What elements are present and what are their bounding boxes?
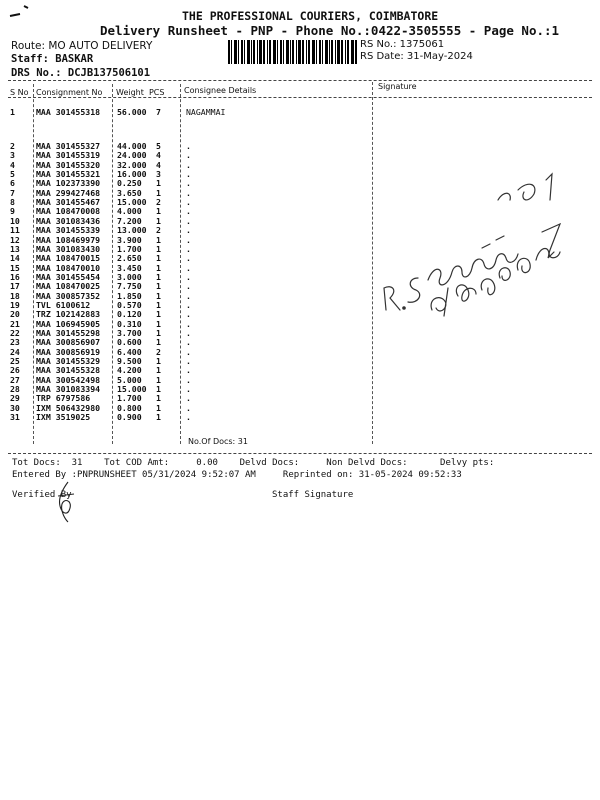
row-sno: 2: [10, 141, 15, 151]
row-consignment-no: MAA 300857352: [36, 290, 101, 301]
row-consignment-no: IXM 3519025: [36, 412, 91, 423]
rs-date: RS Date: 31-May-2024: [360, 51, 473, 62]
row-consignment-no: MAA 300856907: [36, 337, 101, 348]
row-consignment-no: MAA 301455329: [36, 356, 101, 367]
row-sno: 10: [10, 215, 20, 226]
row-weight: 24.000: [117, 150, 147, 161]
column-divider: [372, 82, 373, 444]
row-pcs: 1: [156, 328, 161, 338]
row-consignment-no: TVL 6100612: [36, 299, 91, 310]
col-header-signature: Signature: [378, 82, 417, 91]
row-consignment-no: MAA 106945905: [36, 318, 101, 329]
row-consignment-no: MAA 108470025: [36, 281, 101, 292]
row-consignment-no: MAA 301455321: [36, 169, 101, 180]
row-sno: 21: [10, 318, 20, 329]
verified-signature-icon: [54, 480, 80, 524]
row-pcs: 1: [156, 271, 161, 282]
row-consignment-no: MAA 300856919: [36, 346, 101, 357]
row-weight: 0.800: [117, 402, 142, 413]
row-pcs: 1: [156, 299, 161, 310]
row-sno: 7: [10, 187, 15, 198]
row-consignment-no: MAA 300542498: [36, 374, 101, 385]
row-consignee: .: [186, 215, 191, 226]
row-pcs: 2: [156, 346, 161, 357]
column-divider: [180, 84, 181, 444]
row-weight: 0.570: [117, 299, 142, 310]
row-sno: 5: [10, 169, 15, 180]
row-consignee: .: [186, 384, 191, 395]
row-consignee: .: [186, 365, 191, 376]
row-sno: 14: [10, 253, 20, 264]
row-consignee: .: [186, 318, 191, 329]
row-weight: 16.000: [117, 169, 147, 180]
row-consignment-no: TRP 6797586: [36, 393, 91, 404]
row-consignee: .: [186, 197, 191, 208]
row-pcs: 1: [156, 187, 161, 198]
row-pcs: 1: [156, 393, 161, 404]
entered-by-line: Entered By :PNPRUNSHEET 05/31/2024 9:52:07 AM Reprinted on: 31-05-2024 09:52:33: [12, 470, 462, 480]
row-pcs: 1: [156, 215, 161, 226]
column-divider: [33, 84, 34, 444]
row-consignment-no: MAA 108470008: [36, 206, 101, 217]
row-weight: 1.850: [117, 290, 142, 301]
row-consignee: .: [186, 150, 191, 161]
row-sno: 11: [10, 225, 20, 236]
col-header-sno: S No: [10, 88, 29, 97]
row-consignment-no: MAA 102373390: [36, 178, 101, 189]
row-pcs: 1: [156, 337, 161, 348]
row-consignee: .: [186, 243, 191, 254]
row-sno: 26: [10, 365, 20, 376]
row-consignment-no: MAA 299427468: [36, 187, 101, 198]
handwritten-signature-icon: [378, 160, 578, 320]
row-pcs: 1: [156, 243, 161, 254]
row-weight: 2.650: [117, 253, 142, 264]
row-consignment-no: MAA 108469979: [36, 234, 101, 245]
row-pcs: 1: [156, 402, 161, 413]
row-weight: 9.500: [117, 356, 142, 367]
row-weight: 0.250: [117, 178, 142, 189]
row-consignment-no: MAA 301455320: [36, 159, 101, 170]
row-consignment-no: TRZ 102142883: [36, 309, 101, 320]
row-weight: 6.400: [117, 346, 142, 357]
row-sno: 25: [10, 356, 20, 367]
row-weight: 5.000: [117, 374, 142, 385]
row-consignee: .: [186, 159, 191, 170]
row-pcs: 4: [156, 150, 161, 161]
row-weight: 56.000: [117, 107, 147, 117]
row-consignment-no: MAA 301083394: [36, 384, 101, 395]
row-consignee: .: [186, 271, 191, 282]
row-pcs: 1: [156, 374, 161, 385]
row-pcs: 1: [156, 365, 161, 376]
col-header-consignee: Consignee Details: [184, 86, 257, 95]
row-consignment-no: MAA 301083436: [36, 215, 101, 226]
staff-label: Staff: BASKAR: [11, 53, 94, 65]
row-consignment-no: IXM 506432980: [36, 402, 101, 413]
row-weight: 3.450: [117, 262, 142, 273]
row-consignee: .: [186, 412, 191, 423]
row-pcs: 1: [156, 412, 161, 423]
row-consignee: .: [186, 309, 191, 320]
row-consignee: .: [186, 234, 191, 245]
row-consignment-no: MAA 301455339: [36, 225, 101, 236]
row-weight: 3.900: [117, 234, 142, 245]
row-consignment-no: MAA 301455454: [36, 271, 101, 282]
row-consignee: .: [186, 356, 191, 367]
row-consignment-no: MAA 301455298: [36, 328, 101, 338]
row-weight: 44.000: [117, 141, 147, 151]
row-weight: 15.000: [117, 197, 147, 208]
row-weight: 32.000: [117, 159, 147, 170]
row-pcs: 1: [156, 206, 161, 217]
row-consignee: .: [186, 393, 191, 404]
row-sno: 29: [10, 393, 20, 404]
staff-signature-label: Staff Signature: [272, 490, 354, 500]
row-weight: 0.120: [117, 309, 142, 320]
row-sno: 13: [10, 243, 20, 254]
row-pcs: 5: [156, 141, 161, 151]
barcode-icon: [228, 40, 358, 64]
row-weight: 1.700: [117, 393, 142, 404]
row-consignee: .: [186, 169, 191, 180]
verified-by-label: Verified By: [12, 490, 72, 500]
row-pcs: 2: [156, 225, 161, 236]
drs-number: DRS No.: DCJB137506101: [11, 67, 151, 79]
col-header-weight-pcs: Weight PCS: [116, 88, 165, 97]
row-consignment-no: MAA 301455328: [36, 365, 101, 376]
row-pcs: 2: [156, 197, 161, 208]
row-pcs: 1: [156, 281, 161, 292]
row-consignee: .: [186, 299, 191, 310]
no-of-docs: No.Of Docs: 31: [188, 437, 248, 446]
row-sno: 6: [10, 178, 15, 189]
row-pcs: 1: [156, 234, 161, 245]
row-sno: 12: [10, 234, 20, 245]
row-weight: 3.650: [117, 187, 142, 198]
row-consignment-no: MAA 301455327: [36, 141, 101, 151]
row-sno: 23: [10, 337, 20, 348]
corner-mark-icon: [6, 2, 36, 22]
row-consignment-no: MAA 301083430: [36, 243, 101, 254]
row-consignee: .: [186, 328, 191, 338]
row-weight: 0.310: [117, 318, 142, 329]
row-sno: 3: [10, 150, 15, 161]
row-weight: 3.000: [117, 271, 142, 282]
column-divider: [112, 84, 113, 444]
row-consignee: .: [186, 253, 191, 264]
row-consignment-no: MAA 301455467: [36, 197, 101, 208]
row-weight: 1.700: [117, 243, 142, 254]
totals-line: Tot Docs: 31 Tot COD Amt: 0.00 Delvd Docs: Non Delvd Docs: Delvy pts:: [12, 458, 495, 468]
row-weight: 7.200: [117, 215, 142, 226]
row-pcs: 1: [156, 318, 161, 329]
row-pcs: 1: [156, 384, 161, 395]
row-sno: 20: [10, 309, 20, 320]
row-consignee: .: [186, 141, 191, 151]
row-pcs: 1: [156, 253, 161, 264]
row-consignee: .: [186, 187, 191, 198]
row-pcs: 1: [156, 178, 161, 189]
divider: [8, 97, 592, 98]
row-weight: 7.750: [117, 281, 142, 292]
company-name: THE PROFESSIONAL COURIERS, COIMBATORE: [182, 9, 439, 23]
row-consignment-no: MAA 301455319: [36, 150, 101, 161]
row-pcs: 1: [156, 262, 161, 273]
row-sno: 18: [10, 290, 20, 301]
row-sno: 15: [10, 262, 20, 273]
row-sno: 9: [10, 206, 15, 217]
row-weight: 4.000: [117, 206, 142, 217]
row-pcs: 1: [156, 309, 161, 320]
row-consignee: .: [186, 206, 191, 217]
row-pcs: 7: [156, 107, 161, 117]
rs-number: RS No.: 1375061: [360, 39, 445, 50]
row-consignee: NAGAMMAI: [186, 107, 226, 117]
row-consignee: .: [186, 346, 191, 357]
row-consignee: .: [186, 402, 191, 413]
row-sno: 16: [10, 271, 20, 282]
row-sno: 1: [10, 107, 15, 117]
row-sno: 4: [10, 159, 15, 170]
row-sno: 17: [10, 281, 20, 292]
row-sno: 31: [10, 412, 20, 423]
row-sno: 28: [10, 384, 20, 395]
row-consignee: .: [186, 337, 191, 348]
row-consignee: .: [186, 225, 191, 236]
row-pcs: 4: [156, 159, 161, 170]
row-weight: 0.900: [117, 412, 142, 423]
row-consignment-no: MAA 108470015: [36, 253, 101, 264]
row-consignee: .: [186, 281, 191, 292]
row-consignee: .: [186, 178, 191, 189]
row-sno: 8: [10, 197, 15, 208]
row-consignee: .: [186, 374, 191, 385]
row-sno: 27: [10, 374, 20, 385]
row-consignee: .: [186, 262, 191, 273]
row-sno: 19: [10, 299, 20, 310]
divider: [8, 80, 592, 81]
divider: [8, 453, 592, 454]
row-consignment-no: MAA 301455318: [36, 107, 101, 117]
col-header-consignment: Consignment No: [36, 88, 103, 97]
row-pcs: 1: [156, 290, 161, 301]
row-weight: 15.000: [117, 384, 147, 395]
row-weight: 4.200: [117, 365, 142, 376]
row-consignment-no: MAA 108470010: [36, 262, 101, 273]
row-weight: 0.600: [117, 337, 142, 348]
row-sno: 30: [10, 402, 20, 413]
row-weight: 3.700: [117, 328, 142, 338]
row-sno: 24: [10, 346, 20, 357]
runsheet-title: Delivery Runsheet - PNP - Phone No.:0422-3505555 - Page No.:1: [100, 23, 560, 38]
row-pcs: 3: [156, 169, 161, 180]
row-sno: 22: [10, 328, 20, 338]
row-pcs: 1: [156, 356, 161, 367]
row-weight: 13.000: [117, 225, 147, 236]
row-consignee: .: [186, 290, 191, 301]
route-label: Route: MO AUTO DELIVERY: [11, 40, 153, 52]
